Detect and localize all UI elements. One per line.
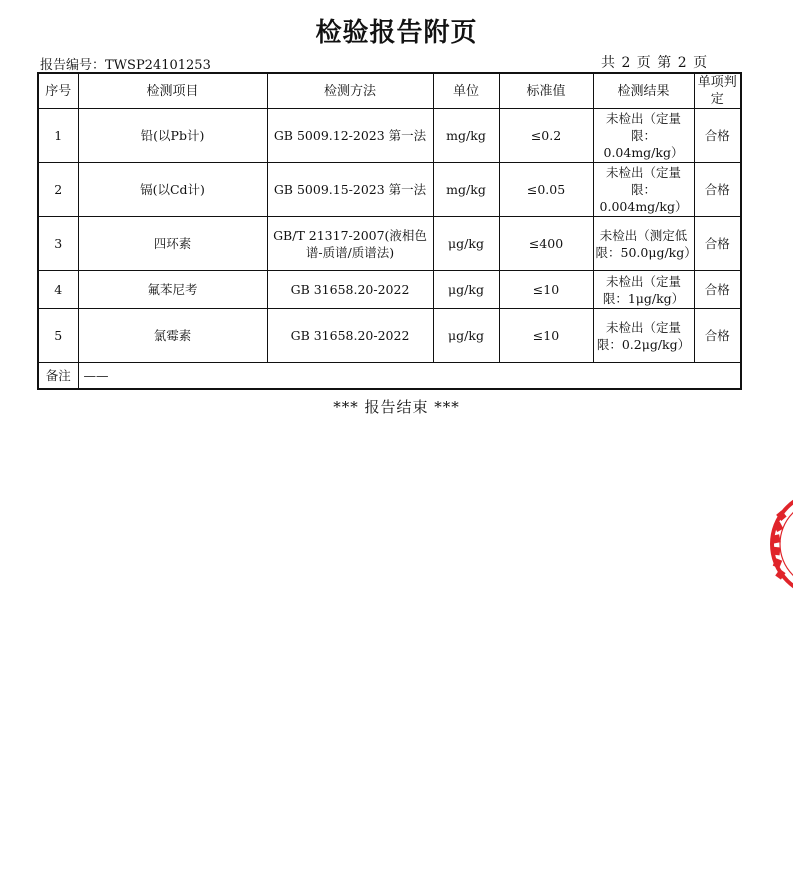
header-judgement: 单项判定	[694, 73, 741, 109]
cell-judgement: 合格	[694, 109, 741, 163]
table-row	[38, 217, 741, 271]
cell-unit: μg/kg	[433, 271, 499, 309]
remark-row	[38, 363, 741, 389]
cell-standard: ≤400	[499, 217, 593, 271]
cell-seq: 5	[38, 309, 78, 363]
cell-result: 未检出（定量限：0.04mg/kg）	[593, 109, 694, 163]
cell-judgement: 合格	[694, 163, 741, 217]
cell-result: 未检出（测定低限：50.0μg/kg）	[593, 217, 694, 271]
cell-unit: μg/kg	[433, 309, 499, 363]
cell-seq: 1	[38, 109, 78, 163]
header-result: 检测结果	[593, 73, 694, 109]
cell-standard: ≤10	[499, 309, 593, 363]
official-seal	[768, 488, 793, 600]
header-item: 检测项目	[78, 73, 267, 109]
cell-seq: 3	[38, 217, 78, 271]
report-end-marker: *** 报告结束 ***	[333, 398, 460, 416]
table-header-row	[38, 73, 741, 109]
cell-unit: mg/kg	[433, 109, 499, 163]
cell-judgement: 合格	[694, 217, 741, 271]
cell-item: 镉(以Cd计)	[78, 163, 267, 217]
cell-item: 铅(以Pb计)	[78, 109, 267, 163]
header-standard: 标准值	[499, 73, 593, 109]
cell-judgement: 合格	[694, 271, 741, 309]
cell-unit: μg/kg	[433, 217, 499, 271]
cell-item: 氯霉素	[78, 309, 267, 363]
header-method: 检测方法	[267, 73, 433, 109]
page-info: 共 2 页 第 2 页	[601, 55, 709, 71]
cell-standard: ≤10	[499, 271, 593, 309]
cell-result: 未检出（定量限：0.2μg/kg）	[593, 309, 694, 363]
cell-method: GB 5009.15-2023 第一法	[267, 163, 433, 217]
cell-standard: ≤0.05	[499, 163, 593, 217]
report-number: 报告编号：TWSP24101253	[40, 58, 211, 73]
cell-judgement: 合格	[694, 309, 741, 363]
cell-item: 氟苯尼考	[78, 271, 267, 309]
report-title: 检验报告附页	[315, 18, 478, 48]
remark-label: 备注	[38, 363, 78, 389]
header-seq: 序号	[38, 73, 78, 109]
cell-unit: mg/kg	[433, 163, 499, 217]
table-row	[38, 309, 741, 363]
table-row	[38, 271, 741, 309]
inspection-results-table	[37, 72, 742, 390]
cell-seq: 2	[38, 163, 78, 217]
seal-graphic	[768, 488, 793, 600]
cell-result: 未检出（定量限：0.004mg/kg）	[593, 163, 694, 217]
cell-seq: 4	[38, 271, 78, 309]
table-row	[38, 109, 741, 163]
cell-item: 四环素	[78, 217, 267, 271]
cell-standard: ≤0.2	[499, 109, 593, 163]
cell-method: GB 31658.20-2022	[267, 309, 433, 363]
cell-method: GB 5009.12-2023 第一法	[267, 109, 433, 163]
cell-result: 未检出（定量限：1μg/kg）	[593, 271, 694, 309]
remark-value: ——	[78, 363, 741, 389]
cell-method: GB 31658.20-2022	[267, 271, 433, 309]
cell-method: GB/T 21317-2007(液相色谱-质谱/质谱法)	[267, 217, 433, 271]
table-row	[38, 163, 741, 217]
header-unit: 单位	[433, 73, 499, 109]
